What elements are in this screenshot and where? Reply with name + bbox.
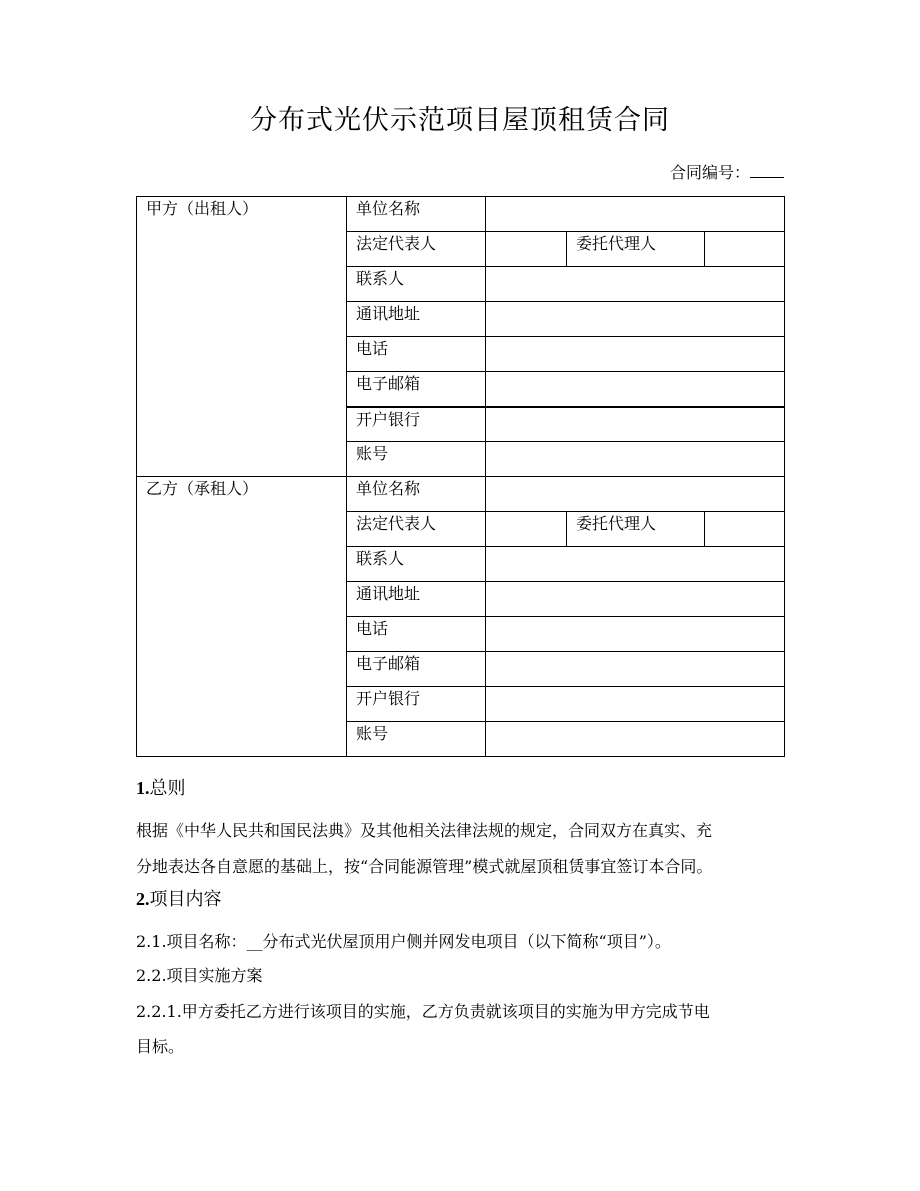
party-b-account-label: 账号 [347, 722, 486, 757]
party-b-email-label: 电子邮箱 [347, 652, 486, 687]
contract-title: 分布式光伏示范项目屋顶租赁合同 [250, 105, 670, 136]
section-1-text-line-2: 分地表达各自意愿的基础上，按“合同能源管理”模式就屋顶租赁事宜签订本合同。 [136, 857, 713, 876]
party-b-phone-field[interactable] [486, 617, 785, 652]
party-b-phone-label: 电话 [347, 617, 486, 652]
party-a-contact-label: 联系人 [347, 267, 486, 302]
section-2-heading [136, 885, 222, 911]
contract-number-blank[interactable] [750, 163, 784, 178]
party-a-bank-label: 开户银行 [347, 407, 486, 442]
party-a-address-label: 通讯地址 [347, 302, 486, 337]
party-b-contact-label: 联系人 [347, 547, 486, 582]
party-a-heading: 甲方（出租人） [137, 197, 347, 477]
party-b-unit-name-field[interactable] [486, 477, 785, 512]
party-a-agent-field[interactable] [705, 232, 785, 267]
section-1-heading [136, 774, 186, 800]
parties-table [136, 196, 785, 757]
party-a-agent-label: 委托代理人 [567, 232, 705, 267]
contract-number [670, 160, 784, 183]
party-b-bank-label: 开户银行 [347, 687, 486, 722]
section-1-text-line-1: 根据《中华人民共和国民法典》及其他相关法律法规的规定，合同双方在真实、充 [136, 821, 713, 840]
item-2-1: 2.1.项目名称：__分布式光伏屋顶用户侧并网发电项目（以下简称“项目”）。 [136, 932, 671, 951]
party-b-heading: 乙方（承租人） [137, 477, 347, 757]
party-a-contact-field[interactable] [486, 267, 785, 302]
item-2-2-1-line-1: 2.2.1.甲方委托乙方进行该项目的实施，乙方负责就该项目的实施为甲方完成节电 [136, 1002, 710, 1021]
party-a-bank-field[interactable] [486, 407, 785, 442]
party-b-unit-name-label: 单位名称 [347, 477, 486, 512]
party-a-email-field[interactable] [486, 372, 785, 407]
party-b-bank-field[interactable] [486, 687, 785, 722]
section-2-title: 项目内容 [149, 889, 222, 910]
party-a-legal-rep-label: 法定代表人 [347, 232, 486, 267]
party-a-phone-label: 电话 [347, 337, 486, 372]
party-b-contact-field[interactable] [486, 547, 785, 582]
section-1-title: 总则 [149, 778, 186, 799]
party-b-account-field[interactable] [486, 722, 785, 757]
party-b-address-label: 通讯地址 [347, 582, 486, 617]
party-a-legal-rep-field[interactable] [486, 232, 567, 267]
party-b-email-field[interactable] [486, 652, 785, 687]
party-a-phone-field[interactable] [486, 337, 785, 372]
party-b-agent-field[interactable] [705, 512, 785, 547]
party-b-address-field[interactable] [486, 582, 785, 617]
item-2-2: 2.2.项目实施方案 [136, 966, 263, 985]
section-2-number: 2. [136, 889, 150, 909]
section-1-number: 1. [136, 778, 150, 798]
party-a-account-field[interactable] [486, 442, 785, 477]
item-2-2-1-line-2: 目标。 [136, 1037, 185, 1056]
party-a-email-label: 电子邮箱 [347, 372, 486, 407]
party-b-legal-rep-label: 法定代表人 [347, 512, 486, 547]
party-a-account-label: 账号 [347, 442, 486, 477]
party-b-legal-rep-field[interactable] [486, 512, 567, 547]
party-a-address-field[interactable] [486, 302, 785, 337]
party-a-unit-name-label: 单位名称 [347, 197, 486, 232]
contract-number-label: 合同编号： [669, 163, 750, 182]
party-a-unit-name-field[interactable] [486, 197, 785, 232]
party-b-agent-label: 委托代理人 [567, 512, 705, 547]
